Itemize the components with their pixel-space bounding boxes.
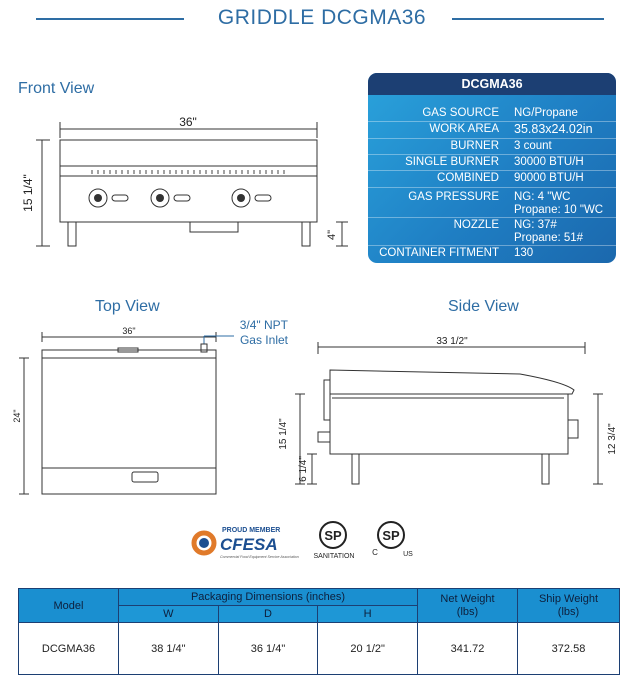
ship-weight-label: Ship Weight (lbs)	[538, 592, 599, 618]
spec-key: WORK AREA	[429, 123, 499, 135]
cell-w: 38 1/4"	[119, 623, 219, 675]
side-leg-dim: 6 1/4"	[298, 456, 309, 482]
spec-value-secondary: Propane: 10 "WC	[514, 204, 604, 216]
spec-key: NOZZLE	[453, 219, 499, 231]
gas-inlet-line-1: 3/4" NPT	[239, 318, 288, 332]
col-header-packaging: Packaging Dimensions (inches)	[119, 589, 418, 606]
csa-mark: SP	[382, 528, 400, 543]
burner-knob-3	[232, 189, 271, 207]
vent-slots	[92, 170, 284, 174]
spec-panel-header: DCGMA36	[368, 73, 616, 95]
cfesa-proud-member: PROUD MEMBER	[222, 527, 281, 534]
spec-value: 35.83x24.02in	[514, 122, 593, 136]
spec-value: NG: 37#	[514, 219, 557, 231]
spec-key: GAS SOURCE	[422, 107, 499, 119]
csa-mark: SP	[324, 528, 342, 543]
sanitation-label: SANITATION	[313, 553, 355, 560]
csa-c-label: C	[372, 548, 378, 557]
front-view-drawing	[20, 108, 360, 260]
front-height-dim: 15 1/4"	[21, 174, 35, 212]
spec-key: COMBINED	[437, 172, 499, 184]
burner-knob-2	[151, 189, 190, 207]
csa-cus-logo	[370, 518, 416, 560]
spec-panel	[368, 73, 616, 263]
spec-value: NG: 4 "WC	[514, 191, 571, 203]
cfesa-subtitle: Commercial Food Equipment Service Association	[220, 555, 299, 559]
table-row	[19, 623, 620, 675]
cell-h: 20 1/2"	[318, 623, 418, 675]
packaging-table	[18, 588, 620, 675]
col-header-d: D	[218, 606, 318, 623]
burner-knob-1	[89, 189, 128, 207]
spec-key: GAS PRESSURE	[408, 191, 499, 203]
spec-value: 90000 BTU/H	[514, 172, 584, 184]
spec-divider	[368, 217, 616, 218]
title-rule-right	[452, 18, 604, 20]
spec-key: SINGLE BURNER	[405, 156, 499, 168]
cell-model: DCGMA36	[19, 623, 119, 675]
spec-divider	[368, 245, 616, 246]
cell-ship-weight: 372.58	[518, 623, 620, 675]
spec-key: CONTAINER FITMENT	[379, 247, 499, 259]
spec-value: NG/Propane	[514, 107, 578, 119]
side-front-height-dim: 12 3/4"	[607, 423, 618, 455]
spec-divider	[368, 170, 616, 171]
cfesa-logo	[190, 520, 302, 562]
spec-value: 130	[514, 247, 534, 259]
top-view-drawing	[8, 322, 248, 512]
col-header-net-weight	[418, 589, 518, 623]
spec-value-secondary: Propane: 51#	[514, 232, 584, 244]
side-view-label: Side View	[448, 298, 519, 315]
csa-sanitation-logo	[312, 518, 358, 560]
gas-inlet-line-2: Gas Inlet	[239, 333, 288, 347]
cfesa-name: CFESA	[220, 535, 278, 554]
front-width-dim: 36"	[179, 115, 197, 129]
net-weight-label: Net Weight (lbs)	[440, 592, 495, 618]
col-header-w: W	[119, 606, 219, 623]
side-height-dim: 15 1/4"	[278, 418, 289, 450]
front-leg-dim: 4"	[326, 229, 338, 241]
side-view-drawing	[272, 332, 632, 504]
col-header-ship-weight	[518, 589, 620, 623]
col-header-h: H	[318, 606, 418, 623]
front-view-label: Front View	[18, 80, 95, 97]
col-header-model: Model	[19, 589, 119, 623]
csa-us-label: US	[403, 551, 413, 558]
cell-d: 36 1/4"	[218, 623, 318, 675]
spec-divider	[368, 187, 616, 188]
top-width-dim: 36"	[122, 326, 136, 336]
top-view-label: Top View	[95, 298, 160, 315]
cell-net-weight: 341.72	[418, 623, 518, 675]
top-depth-dim: 24"	[12, 409, 22, 423]
spec-key: BURNER	[450, 140, 499, 152]
spec-divider	[368, 154, 616, 155]
spec-value: 30000 BTU/H	[514, 156, 584, 168]
page-title: GRIDDLE DCGMA36	[217, 6, 427, 29]
spec-divider	[368, 138, 616, 139]
spec-value: 3 count	[514, 140, 552, 152]
side-depth-dim: 33 1/2"	[436, 336, 468, 347]
